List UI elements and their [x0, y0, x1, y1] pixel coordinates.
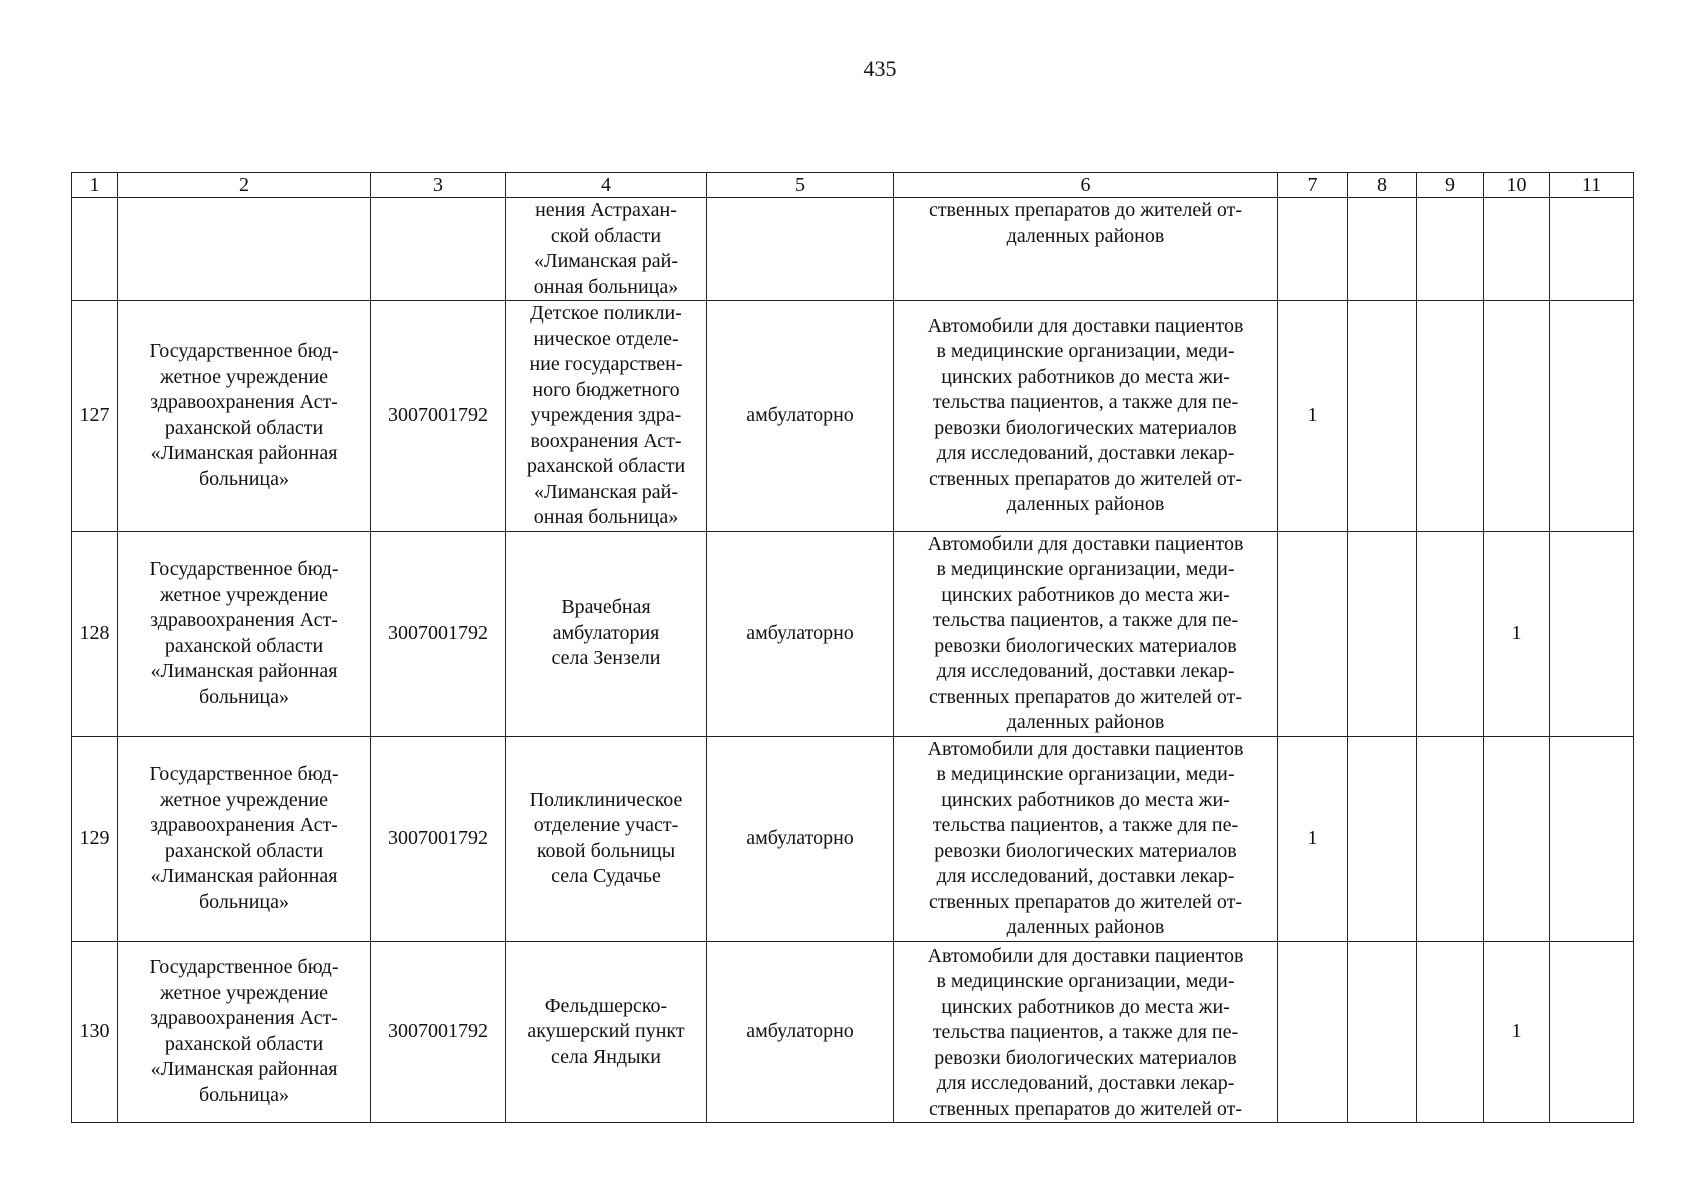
table-cell	[118, 198, 371, 301]
table-cell	[1348, 198, 1417, 301]
table-cell	[1278, 198, 1348, 301]
count-col-9	[1417, 301, 1484, 532]
count-col-7	[1278, 531, 1348, 736]
row-number: 127	[72, 301, 118, 532]
count-col-7	[1278, 941, 1348, 1123]
continued-row	[72, 198, 1634, 301]
inn-code: 3007001792	[371, 941, 506, 1123]
count-col-10	[1484, 301, 1550, 532]
column-header: 1	[72, 173, 118, 198]
count-col-7: 1	[1278, 736, 1348, 941]
column-header: 5	[707, 173, 894, 198]
table-row	[72, 531, 1634, 736]
page-number: 435	[863, 56, 897, 81]
inn-code: 3007001792	[371, 736, 506, 941]
count-col-10: 1	[1484, 531, 1550, 736]
column-header: 7	[1278, 173, 1348, 198]
continued-purpose-text: ственных препаратов до жителей от- даленных районов	[894, 198, 1278, 301]
count-col-8	[1348, 941, 1417, 1123]
column-header: 11	[1550, 173, 1634, 198]
row-number: 128	[72, 531, 118, 736]
table-row	[72, 301, 1634, 532]
vehicle-allocation-table	[71, 172, 1634, 1123]
continued-unit-name: нения Астрахан- ской области «Лиманская рай- онная больница»	[506, 198, 707, 301]
column-header: 3	[371, 173, 506, 198]
column-header: 6	[894, 173, 1278, 198]
table-cell	[371, 198, 506, 301]
unit-name: Фельдшерско- акушерский пункт села Яндыки	[506, 941, 707, 1123]
column-header: 9	[1417, 173, 1484, 198]
care-mode: амбулаторно	[707, 941, 894, 1123]
vehicle-purpose: Автомобили для доставки пациентов в медицинские организации, меди- цинских работников до места жи- тельства пациентов, а также для пе- ревозки биологических материалов для исследований, доставки лекар- ственных препаратов до жителей от- даленных районов	[894, 301, 1278, 532]
count-col-9	[1417, 736, 1484, 941]
column-header: 4	[506, 173, 707, 198]
organization-name: Государственное бюд- жетное учреждение здравоохранения Аст- раханской области «Лиманская районная больница»	[118, 736, 371, 941]
row-number: 130	[72, 941, 118, 1123]
count-col-10: 1	[1484, 941, 1550, 1123]
table-cell	[72, 198, 118, 301]
organization-name: Государственное бюд- жетное учреждение здравоохранения Аст- раханской области «Лиманская районная больница»	[118, 941, 371, 1123]
vehicle-purpose: Автомобили для доставки пациентов в медицинские организации, меди- цинских работников до места жи- тельства пациентов, а также для пе- ревозки биологических материалов для исследований, доставки лекар- ственных препаратов до жителей от-	[894, 941, 1278, 1123]
count-col-11	[1550, 301, 1634, 532]
count-col-8	[1348, 531, 1417, 736]
count-col-7: 1	[1278, 301, 1348, 532]
row-number: 129	[72, 736, 118, 941]
table-row	[72, 941, 1634, 1123]
vehicle-purpose: Автомобили для доставки пациентов в медицинские организации, меди- цинских работников до места жи- тельства пациентов, а также для пе- ревозки биологических материалов для исследований, доставки лекар- ственных препаратов до жителей от- даленных районов	[894, 736, 1278, 941]
column-number-row	[72, 173, 1634, 198]
count-col-11	[1550, 531, 1634, 736]
column-header: 2	[118, 173, 371, 198]
count-col-11	[1550, 941, 1634, 1123]
count-col-8	[1348, 736, 1417, 941]
table-cell	[707, 198, 894, 301]
count-col-9	[1417, 941, 1484, 1123]
unit-name: Детское поликли- ническое отделе- ние государствен- ного бюджетного учреждения здра- воохранения Аст- раханской области «Лиманская рай- онная больница»	[506, 301, 707, 532]
inn-code: 3007001792	[371, 531, 506, 736]
column-header: 10	[1484, 173, 1550, 198]
organization-name: Государственное бюд- жетное учреждение здравоохранения Аст- раханской области «Лиманская районная больница»	[118, 531, 371, 736]
table-row	[72, 736, 1634, 941]
table-cell	[1417, 198, 1484, 301]
table-cell	[1484, 198, 1550, 301]
inn-code: 3007001792	[371, 301, 506, 532]
count-col-10	[1484, 736, 1550, 941]
care-mode: амбулаторно	[707, 736, 894, 941]
organization-name: Государственное бюд- жетное учреждение здравоохранения Аст- раханской области «Лиманская районная больница»	[118, 301, 371, 532]
count-col-8	[1348, 301, 1417, 532]
care-mode: амбулаторно	[707, 301, 894, 532]
care-mode: амбулаторно	[707, 531, 894, 736]
vehicle-purpose: Автомобили для доставки пациентов в медицинские организации, меди- цинских работников до места жи- тельства пациентов, а также для пе- ревозки биологических материалов для исследований, доставки лекар- ственных препаратов до жителей от- даленных районов	[894, 531, 1278, 736]
unit-name: Врачебная амбулатория села Зензели	[506, 531, 707, 736]
column-header: 8	[1348, 173, 1417, 198]
count-col-11	[1550, 736, 1634, 941]
unit-name: Поликлиническое отделение участ- ковой больницы села Судачье	[506, 736, 707, 941]
table-cell	[1550, 198, 1634, 301]
count-col-9	[1417, 531, 1484, 736]
